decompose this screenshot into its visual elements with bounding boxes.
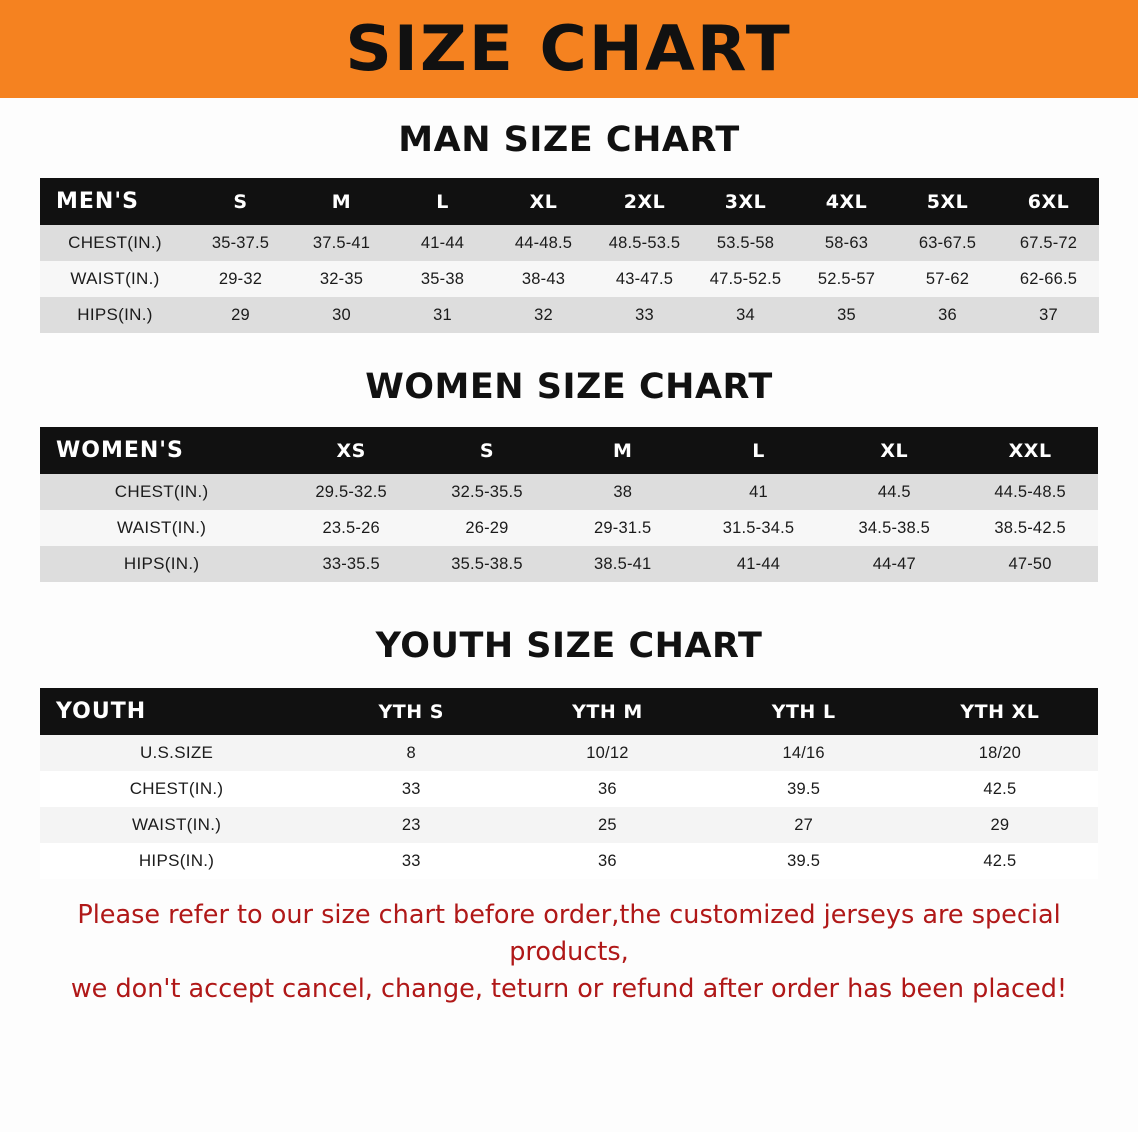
youth-row-1-label: CHEST(IN.) — [40, 771, 313, 807]
women-row-header-label: WOMEN'S — [40, 427, 283, 474]
youth-cell-2-1: 25 — [509, 807, 705, 843]
youth-cell-3-2: 39.5 — [706, 843, 902, 879]
man-col-1: M — [291, 178, 392, 225]
youth-size-table — [40, 688, 1098, 879]
man-cell-2-5: 34 — [695, 297, 796, 333]
youth-col-1: YTH M — [509, 688, 705, 735]
man-cell-1-5: 47.5-52.5 — [695, 261, 796, 297]
youth-cell-0-2: 14/16 — [706, 735, 902, 771]
man-cell-0-1: 37.5-41 — [291, 225, 392, 261]
women-cell-1-4: 34.5-38.5 — [826, 510, 962, 546]
youth-cell-2-2: 27 — [706, 807, 902, 843]
women-cell-0-1: 32.5-35.5 — [419, 474, 555, 510]
man-cell-2-3: 32 — [493, 297, 594, 333]
women-cell-2-2: 38.5-41 — [555, 546, 691, 582]
youth-cell-3-3: 42.5 — [902, 843, 1098, 879]
women-cell-0-5: 44.5-48.5 — [962, 474, 1098, 510]
man-col-4: 2XL — [594, 178, 695, 225]
youth-cell-1-2: 39.5 — [706, 771, 902, 807]
youth-cell-1-1: 36 — [509, 771, 705, 807]
women-cell-2-0: 33-35.5 — [283, 546, 419, 582]
youth-row-header-label: YOUTH — [40, 688, 313, 735]
man-cell-0-3: 44-48.5 — [493, 225, 594, 261]
women-col-5: XXL — [962, 427, 1098, 474]
man-col-0: S — [190, 178, 291, 225]
man-cell-1-7: 57-62 — [897, 261, 998, 297]
youth-col-3: YTH XL — [902, 688, 1098, 735]
women-cell-0-2: 38 — [555, 474, 691, 510]
disclaimer-line-2: we don't accept cancel, change, teturn or refund after order has been placed! — [70, 973, 1068, 1004]
man-cell-1-1: 32-35 — [291, 261, 392, 297]
man-col-2: L — [392, 178, 493, 225]
disclaimer-line-1: Please refer to our size chart before order,the customized jerseys are special products, — [77, 900, 1061, 967]
man-cell-1-8: 62-66.5 — [998, 261, 1099, 297]
man-row-0-label: CHEST(IN.) — [40, 225, 190, 261]
youth-cell-0-0: 8 — [313, 735, 509, 771]
man-row-header-label: MEN'S — [40, 178, 190, 225]
table-row — [40, 546, 1098, 582]
women-col-3: L — [691, 427, 827, 474]
youth-cell-1-3: 42.5 — [902, 771, 1098, 807]
women-cell-1-0: 23.5-26 — [283, 510, 419, 546]
man-cell-2-8: 37 — [998, 297, 1099, 333]
women-cell-0-3: 41 — [691, 474, 827, 510]
women-size-table — [40, 427, 1098, 582]
man-row-1-label: WAIST(IN.) — [40, 261, 190, 297]
table-header-row — [40, 688, 1098, 735]
youth-row-0-label: U.S.SIZE — [40, 735, 313, 771]
page-title: SIZE CHART — [345, 12, 793, 85]
table-row — [40, 510, 1098, 546]
man-section-title: MAN SIZE CHART — [398, 120, 740, 160]
women-cell-2-5: 47-50 — [962, 546, 1098, 582]
table-row — [40, 735, 1098, 771]
women-col-2: M — [555, 427, 691, 474]
man-cell-1-4: 43-47.5 — [594, 261, 695, 297]
man-cell-2-6: 35 — [796, 297, 897, 333]
youth-cell-2-0: 23 — [313, 807, 509, 843]
youth-row-2-label: WAIST(IN.) — [40, 807, 313, 843]
youth-cell-3-0: 33 — [313, 843, 509, 879]
women-row-2-label: HIPS(IN.) — [40, 546, 283, 582]
man-cell-0-6: 58-63 — [796, 225, 897, 261]
man-cell-2-0: 29 — [190, 297, 291, 333]
youth-cell-0-1: 10/12 — [509, 735, 705, 771]
disclaimer-note — [0, 897, 1138, 1008]
man-size-table — [40, 178, 1099, 333]
man-col-7: 5XL — [897, 178, 998, 225]
table-header-row — [40, 427, 1098, 474]
man-table-wrap — [0, 178, 1138, 333]
youth-table-wrap — [0, 688, 1138, 879]
women-col-4: XL — [826, 427, 962, 474]
man-col-5: 3XL — [695, 178, 796, 225]
women-cell-1-1: 26-29 — [419, 510, 555, 546]
man-row-2-label: HIPS(IN.) — [40, 297, 190, 333]
women-cell-2-1: 35.5-38.5 — [419, 546, 555, 582]
table-header-row — [40, 178, 1099, 225]
man-cell-0-5: 53.5-58 — [695, 225, 796, 261]
women-row-1-label: WAIST(IN.) — [40, 510, 283, 546]
women-cell-0-4: 44.5 — [826, 474, 962, 510]
table-row — [40, 297, 1099, 333]
man-cell-1-3: 38-43 — [493, 261, 594, 297]
man-cell-2-4: 33 — [594, 297, 695, 333]
man-cell-0-2: 41-44 — [392, 225, 493, 261]
women-col-1: S — [419, 427, 555, 474]
women-section-title: WOMEN SIZE CHART — [365, 367, 773, 407]
man-cell-2-2: 31 — [392, 297, 493, 333]
man-col-8: 6XL — [998, 178, 1099, 225]
man-cell-0-4: 48.5-53.5 — [594, 225, 695, 261]
table-row — [40, 261, 1099, 297]
women-cell-0-0: 29.5-32.5 — [283, 474, 419, 510]
youth-cell-2-3: 29 — [902, 807, 1098, 843]
youth-cell-1-0: 33 — [313, 771, 509, 807]
man-cell-0-7: 63-67.5 — [897, 225, 998, 261]
man-cell-1-0: 29-32 — [190, 261, 291, 297]
man-cell-2-1: 30 — [291, 297, 392, 333]
youth-cell-0-3: 18/20 — [902, 735, 1098, 771]
women-cell-1-5: 38.5-42.5 — [962, 510, 1098, 546]
man-cell-1-2: 35-38 — [392, 261, 493, 297]
table-row — [40, 474, 1098, 510]
women-col-0: XS — [283, 427, 419, 474]
man-cell-2-7: 36 — [897, 297, 998, 333]
youth-section-title: YOUTH SIZE CHART — [375, 626, 763, 666]
youth-col-2: YTH L — [706, 688, 902, 735]
women-cell-2-4: 44-47 — [826, 546, 962, 582]
header-banner — [0, 0, 1138, 98]
women-table-wrap — [0, 427, 1138, 582]
table-row — [40, 807, 1098, 843]
women-cell-2-3: 41-44 — [691, 546, 827, 582]
man-cell-0-8: 67.5-72 — [998, 225, 1099, 261]
women-cell-1-3: 31.5-34.5 — [691, 510, 827, 546]
youth-row-3-label: HIPS(IN.) — [40, 843, 313, 879]
man-col-3: XL — [493, 178, 594, 225]
women-row-0-label: CHEST(IN.) — [40, 474, 283, 510]
man-col-6: 4XL — [796, 178, 897, 225]
youth-cell-3-1: 36 — [509, 843, 705, 879]
table-row — [40, 225, 1099, 261]
table-row — [40, 771, 1098, 807]
man-cell-1-6: 52.5-57 — [796, 261, 897, 297]
women-cell-1-2: 29-31.5 — [555, 510, 691, 546]
table-row — [40, 843, 1098, 879]
man-cell-0-0: 35-37.5 — [190, 225, 291, 261]
youth-col-0: YTH S — [313, 688, 509, 735]
